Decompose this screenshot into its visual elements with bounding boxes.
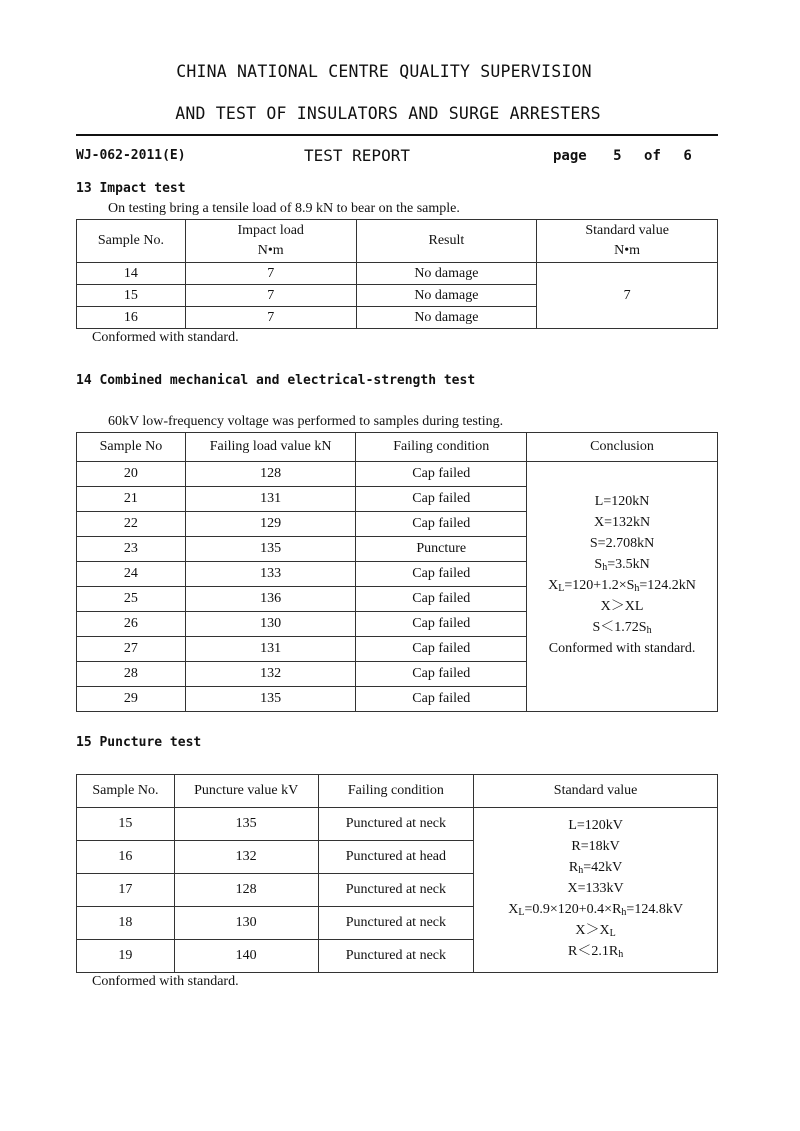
org-name-line-2: AND TEST OF INSULATORS AND SURGE ARRESTERS xyxy=(175,104,601,123)
sample-cell: 15 xyxy=(77,808,175,841)
org-name-line-1: CHINA NATIONAL CENTRE QUALITY SUPERVISION xyxy=(176,62,592,81)
sample-cell: 25 xyxy=(77,587,186,612)
puncture-test-table xyxy=(76,774,718,973)
value-cell: 132 xyxy=(174,841,318,874)
sample-cell: 18 xyxy=(77,907,175,940)
standard-xl: $X_L=0.9\times 120+0.4\times R_h=124.8kV$ xyxy=(508,901,683,918)
sample-cell: 17 xyxy=(77,874,175,907)
result-cell: No damage xyxy=(356,263,537,285)
load-cell: 7 xyxy=(185,263,356,285)
condition-cell: Puncture xyxy=(356,537,527,562)
condition-cell: Cap failed xyxy=(356,662,527,687)
sample-cell: 26 xyxy=(77,612,186,637)
table-header-row xyxy=(77,775,718,808)
sample-cell: 19 xyxy=(77,940,175,973)
sample-cell: 29 xyxy=(77,687,186,712)
col-header-sample: Sample No xyxy=(77,433,186,462)
load-cell: 131 xyxy=(185,487,356,512)
load-cell: 7 xyxy=(185,285,356,307)
standard-value-label: Standard value xyxy=(585,223,669,238)
col-header-sample: Sample No. xyxy=(77,775,175,808)
condition-cell: Cap failed xyxy=(356,687,527,712)
standard-x: X=133kV xyxy=(567,880,624,896)
condition-cell: Cap failed xyxy=(356,587,527,612)
mech-elec-test-table xyxy=(76,432,718,712)
table-row xyxy=(77,808,718,841)
condition-cell: Cap failed xyxy=(356,562,527,587)
page-word: page xyxy=(553,148,587,164)
section-15-conclusion: Conformed with standard. xyxy=(92,974,239,989)
col-header-standard xyxy=(537,220,718,263)
load-cell: 128 xyxy=(185,462,356,487)
standard-compare-2: $R<2.1R_h$ xyxy=(568,943,624,960)
sample-cell: 20 xyxy=(77,462,186,487)
table-header-row xyxy=(77,220,718,263)
load-cell: 135 xyxy=(185,687,356,712)
load-cell: 7 xyxy=(185,307,356,329)
conclusion-x: X=132kN xyxy=(593,514,651,530)
value-cell: 128 xyxy=(174,874,318,907)
standard-value-unit: N•m xyxy=(614,243,641,258)
value-cell: 140 xyxy=(174,940,318,973)
col-header-conclusion: Conclusion xyxy=(527,433,718,462)
sample-cell: 15 xyxy=(77,285,186,307)
condition-cell: Punctured at neck xyxy=(318,808,474,841)
condition-cell: Cap failed xyxy=(356,462,527,487)
col-header-sample: Sample No. xyxy=(77,220,186,263)
page-number: 5 xyxy=(613,148,622,164)
sample-cell: 21 xyxy=(77,487,186,512)
standard-value-cell xyxy=(474,808,718,973)
condition-cell: Cap failed xyxy=(356,637,527,662)
page-indicator xyxy=(553,148,692,164)
col-header-failing-load: Failing load value kN xyxy=(185,433,356,462)
condition-cell: Cap failed xyxy=(356,612,527,637)
load-cell: 136 xyxy=(185,587,356,612)
section-14-title: 14 Combined mechanical and electrical-strength test xyxy=(76,373,476,388)
conclusion-compare-2: $S<1.72S_h$ xyxy=(592,619,652,636)
table-header-row xyxy=(77,433,718,462)
col-header-failing-condition: Failing condition xyxy=(356,433,527,462)
condition-cell: Cap failed xyxy=(356,487,527,512)
page-total: 6 xyxy=(683,148,692,164)
sample-cell: 27 xyxy=(77,637,186,662)
standard-value-cell: 7 xyxy=(537,263,718,329)
load-cell: 135 xyxy=(185,537,356,562)
condition-cell: Punctured at neck xyxy=(318,940,474,973)
sample-cell: 14 xyxy=(77,263,186,285)
section-14-note: 60kV low-frequency voltage was performed to samples during testing. xyxy=(108,414,504,429)
impact-load-unit: N•m xyxy=(257,243,284,258)
header-divider xyxy=(76,134,718,136)
sample-cell: 23 xyxy=(77,537,186,562)
conclusion-l: L=120kN xyxy=(594,493,650,509)
result-cell: No damage xyxy=(356,285,537,307)
standard-compare-1: $X>X_L$ xyxy=(575,922,616,939)
table-row xyxy=(77,263,718,285)
condition-cell: Cap failed xyxy=(356,512,527,537)
section-13-title: 13 Impact test xyxy=(76,181,186,196)
conclusion-xl: $X_L=120+1.2\times S_h=124.2kN$ xyxy=(548,577,696,594)
sample-cell: 28 xyxy=(77,662,186,687)
document-number: WJ-062-2011(E) xyxy=(76,148,186,163)
conclusion-s: S=2.708kN xyxy=(589,535,655,551)
impact-load-label: Impact load xyxy=(237,223,304,238)
standard-l: L=120kV xyxy=(568,817,623,833)
section-13-conclusion: Conformed with standard. xyxy=(92,330,239,345)
section-13-note: On testing bring a tensile load of 8.9 kN to bear on the sample. xyxy=(108,201,460,216)
standard-r: R=18kV xyxy=(571,838,620,854)
result-cell: No damage xyxy=(356,307,537,329)
sample-cell: 24 xyxy=(77,562,186,587)
load-cell: 133 xyxy=(185,562,356,587)
col-header-result: Result xyxy=(356,220,537,263)
load-cell: 132 xyxy=(185,662,356,687)
col-header-standard: Standard value xyxy=(474,775,718,808)
condition-cell: Punctured at neck xyxy=(318,907,474,940)
value-cell: 130 xyxy=(174,907,318,940)
col-header-impact-load xyxy=(185,220,356,263)
conclusion-result: Conformed with standard. xyxy=(548,640,696,656)
condition-cell: Punctured at head xyxy=(318,841,474,874)
load-cell: 129 xyxy=(185,512,356,537)
sample-cell: 16 xyxy=(77,307,186,329)
report-title: TEST REPORT xyxy=(304,146,410,165)
value-cell: 135 xyxy=(174,808,318,841)
sample-cell: 16 xyxy=(77,841,175,874)
col-header-failing-condition: Failing condition xyxy=(318,775,474,808)
standard-rh: $R_h=42kV$ xyxy=(568,859,623,876)
of-word: of xyxy=(644,148,661,164)
conclusion-compare-1: X＞XL xyxy=(600,598,644,614)
section-15-title: 15 Puncture test xyxy=(76,735,202,750)
conclusion-cell xyxy=(527,462,718,712)
sample-cell: 22 xyxy=(77,512,186,537)
col-header-puncture-value: Puncture value kV xyxy=(174,775,318,808)
condition-cell: Punctured at neck xyxy=(318,874,474,907)
conclusion-sh: $S_h=3.5kN$ xyxy=(594,556,650,573)
impact-test-table xyxy=(76,219,718,329)
table-row xyxy=(77,462,718,487)
load-cell: 131 xyxy=(185,637,356,662)
load-cell: 130 xyxy=(185,612,356,637)
